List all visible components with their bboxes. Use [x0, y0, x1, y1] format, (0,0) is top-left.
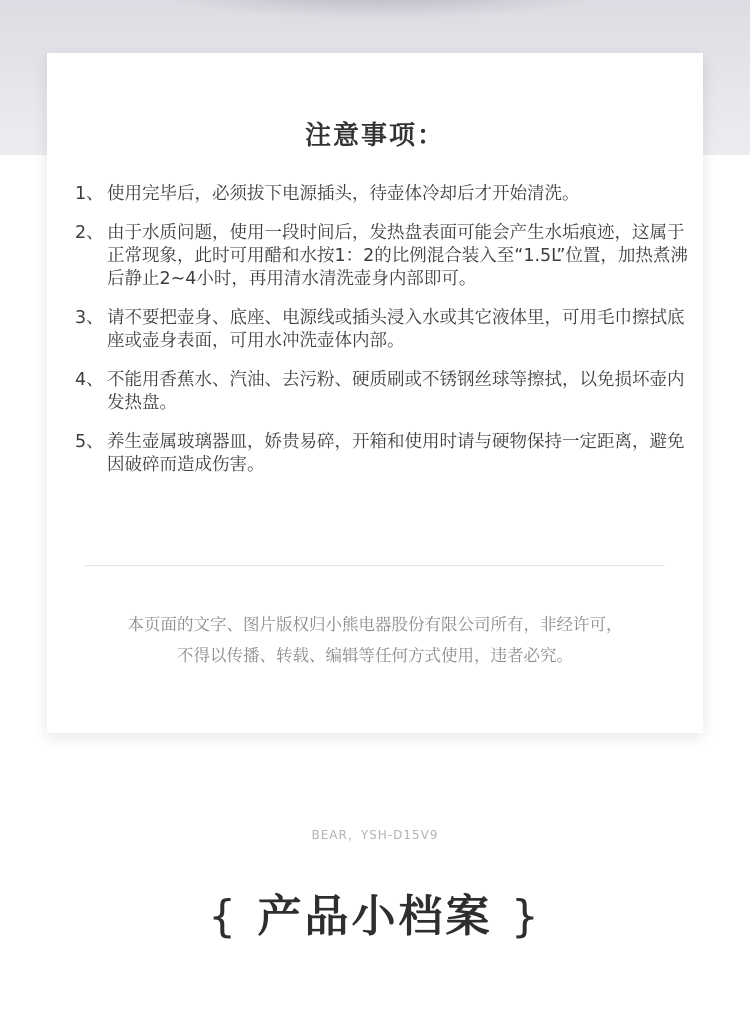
notice-item — [75, 222, 695, 291]
divider — [85, 565, 665, 566]
notice-card — [47, 53, 703, 733]
notice-item-number: 2、 — [75, 223, 104, 243]
product-shadow — [150, 0, 610, 20]
notice-item-number: 4、 — [75, 370, 104, 390]
notice-item-text: 使用完毕后，必须拔下电源插头，待壶体冷却后才开始清洗。 — [107, 184, 580, 204]
notice-list — [75, 183, 695, 493]
section-heading — [0, 880, 750, 944]
close-brace: } — [510, 891, 542, 942]
notice-item — [75, 369, 695, 415]
section-heading-text: 产品小档案 — [257, 891, 493, 942]
notice-item-number: 5、 — [75, 432, 104, 452]
notice-title: 注意事项： — [304, 121, 445, 151]
notice-item — [75, 431, 695, 477]
notice-item-text: 不能用香蕉水、汽油、去污粉、硬质刷或不锈钢丝球等擦拭，以免损坏壶内发热盘。 — [107, 370, 685, 413]
notice-item-text: 由于水质问题，使用一段时间后，发热盘表面可能会产生水垢痕迹，这属于正常现象，此时可用醋和水按1：2的比例混合装入至“1.5L”位置，加热煮沸后静止2~4小时，再用清水清洗壶身内部即可。 — [107, 223, 688, 289]
notice-item-number: 3、 — [75, 308, 104, 328]
notice-item — [75, 307, 695, 353]
copyright-line: 本页面的文字、图片版权归小熊电器股份有限公司所有，非经许可， — [127, 615, 623, 634]
notice-item-text: 养生壶属玻璃器皿，娇贵易碎，开箱和使用时请与硬物保持一定距离，避免因破碎而造成伤害。 — [107, 432, 685, 475]
notice-item-number: 1、 — [75, 184, 104, 204]
model-number: BEAR，YSH-D15V9 — [311, 828, 439, 842]
copyright-notice — [47, 609, 703, 671]
notice-item — [75, 183, 695, 206]
notice-item-text: 请不要把壶身、底座、电源线或插头浸入水或其它液体里，可用毛巾擦拭底座或壶身表面，可用水冲洗壶体内部。 — [107, 308, 685, 351]
open-brace: { — [208, 891, 240, 942]
copyright-line: 不得以传播、转载、编辑等任何方式使用，违者必究。 — [177, 646, 573, 665]
